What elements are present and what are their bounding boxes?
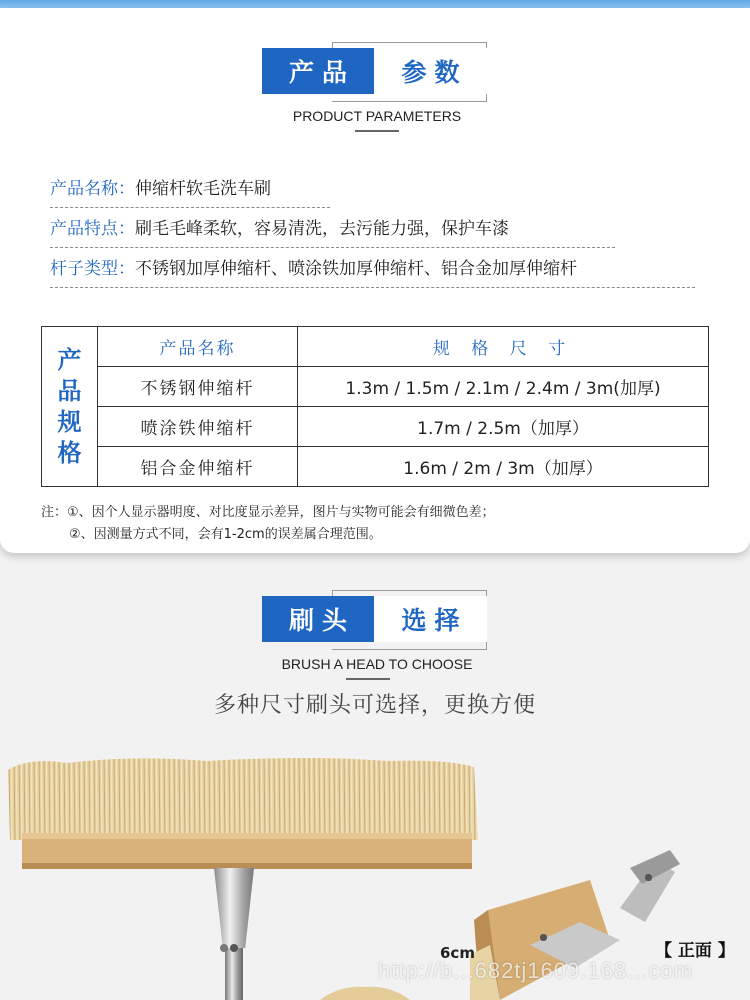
param-line-features xyxy=(50,210,700,250)
brush-head-icon xyxy=(8,755,478,875)
side-char: 规 xyxy=(57,407,82,436)
rivet xyxy=(220,944,228,952)
title-white-block: 选择 xyxy=(374,596,487,642)
table-row xyxy=(42,447,709,487)
section-subtitle: PRODUCT PARAMETERS xyxy=(292,108,462,124)
tagline: 多种尺寸刷头可选择，更换方便 xyxy=(213,693,536,718)
param-line-pole-type xyxy=(50,250,700,290)
header-size: 规 格 尺 寸 xyxy=(298,327,709,367)
spec-side-label xyxy=(42,327,98,487)
param-value: 刷毛毛峰柔软，容易清洗，去污能力强，保护车漆 xyxy=(135,219,509,239)
dimension-label: 6cm xyxy=(440,944,475,962)
partial-brush-image xyxy=(320,985,410,1000)
watermark: http://b...682tj1609.168...com xyxy=(378,958,693,983)
side-char: 产 xyxy=(57,345,82,374)
title-blue-block: 刷头 xyxy=(262,596,374,642)
spec-table xyxy=(41,326,709,487)
view-label: 【 正面 】 xyxy=(655,941,735,961)
dashed-divider xyxy=(50,247,615,248)
param-key: 产品名称： xyxy=(50,179,135,199)
param-key: 杆子类型： xyxy=(50,259,135,279)
header-product-name: 产品名称 xyxy=(98,327,298,367)
brush-bracket xyxy=(214,868,254,948)
table-row xyxy=(42,407,709,447)
subtitle-underline xyxy=(346,678,390,680)
section-title-parameters xyxy=(262,42,492,122)
row-name: 铝合金伸缩杆 xyxy=(98,447,298,487)
dashed-divider xyxy=(50,287,695,288)
brush-partial-icon xyxy=(320,985,410,1000)
title-blue-block: 产品 xyxy=(262,48,374,94)
parameter-list xyxy=(50,170,700,290)
title-white-block: 参数 xyxy=(374,48,487,94)
notes xyxy=(41,502,495,546)
dashed-divider xyxy=(50,207,330,208)
note-line: ②、因测量方式不同，会有1-2cm的误差属合理范围。 xyxy=(69,527,382,542)
section-subtitle: BRUSH A HEAD TO CHOOSE xyxy=(281,656,473,672)
parameters-card xyxy=(0,8,750,553)
param-value: 伸缩杆软毛洗车刷 xyxy=(135,179,271,199)
param-line-name xyxy=(50,170,700,210)
subtitle-underline xyxy=(355,130,399,132)
row-size: 1.6m / 2m / 3m（加厚） xyxy=(298,447,709,487)
param-key: 产品特点： xyxy=(50,219,135,239)
param-value: 不锈钢加厚伸缩杆、喷涂铁加厚伸缩杆、铝合金加厚伸缩杆 xyxy=(135,259,577,279)
side-char: 品 xyxy=(57,376,82,405)
side-char: 格 xyxy=(57,438,82,467)
table-row xyxy=(42,367,709,407)
row-name: 喷涂铁伸缩杆 xyxy=(98,407,298,447)
section-title-brush-head xyxy=(262,590,492,670)
row-size: 1.7m / 2.5m（加厚） xyxy=(298,407,709,447)
brush-head-image xyxy=(8,755,478,879)
row-name: 不锈钢伸缩杆 xyxy=(98,367,298,407)
note-line: 注：①、因个人显示器明度、对比度显示差异，图片与实物可能会有细微色差； xyxy=(41,505,495,520)
row-size: 1.3m / 1.5m / 2.1m / 2.4m / 3m(加厚) xyxy=(298,367,709,407)
rivet xyxy=(230,944,238,952)
